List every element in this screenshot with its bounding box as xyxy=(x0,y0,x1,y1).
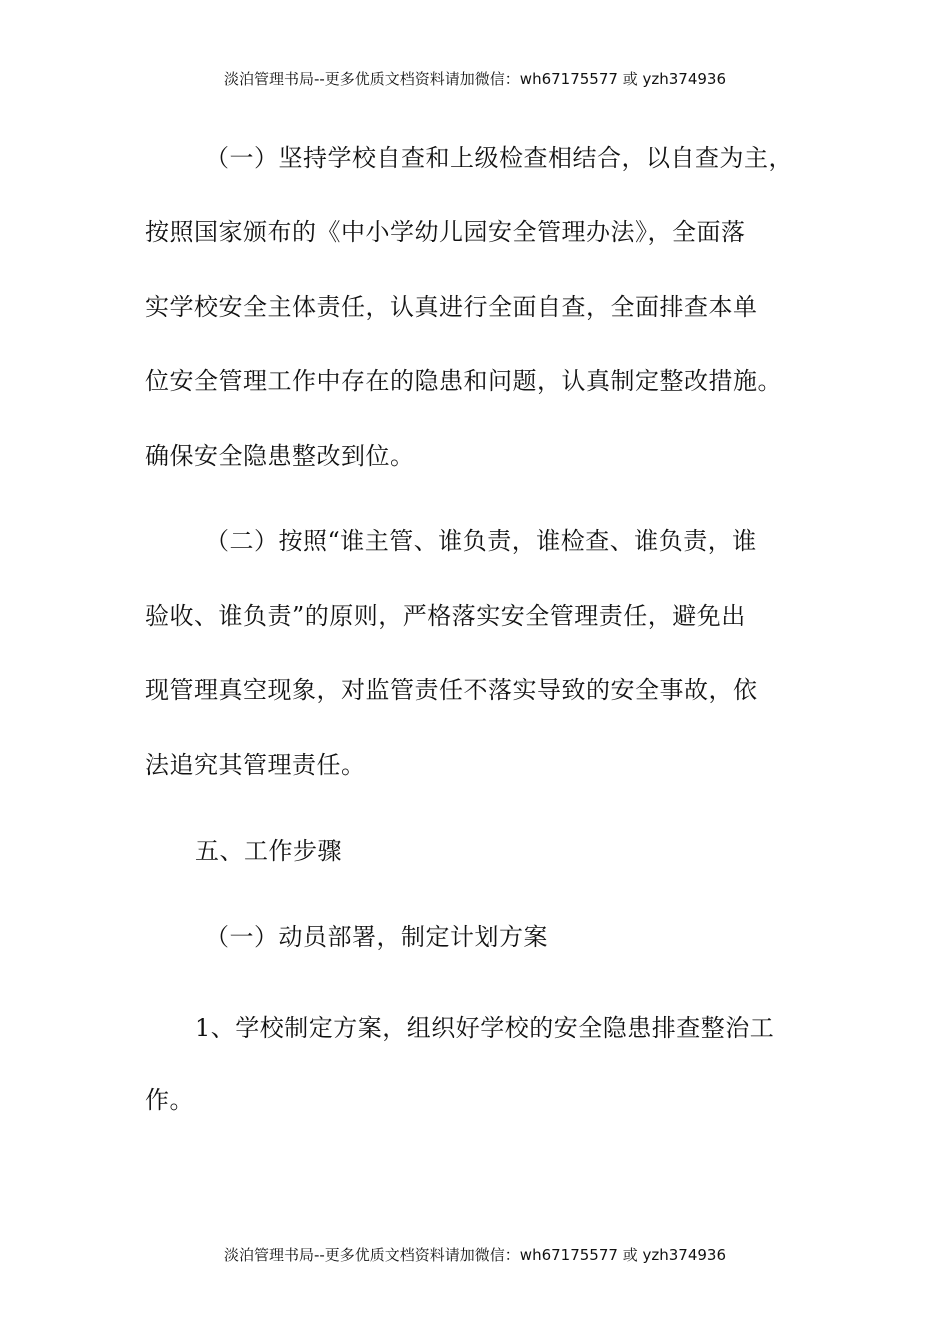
subsection-heading: （一）动员部署，制定计划方案 xyxy=(205,923,548,951)
paragraph-3-line-2: 作。 xyxy=(145,1086,194,1114)
paragraph-1-line-2: 按照国家颁布的《中小学幼儿园安全管理办法》，全面落 xyxy=(145,218,746,246)
paragraph-3-line-1: 1、学校制定方案，组织好学校的安全隐患排查整治工 xyxy=(195,1014,775,1042)
section-heading: 五、工作步骤 xyxy=(195,837,342,865)
paragraph-1-line-4: 位安全管理工作中存在的隐患和问题，认真制定整改措施。 xyxy=(145,367,782,395)
paragraph-1-line-3: 实学校安全主体责任，认真进行全面自查，全面排查本单 xyxy=(145,293,758,321)
paragraph-2-line-4: 法追究其管理责任。 xyxy=(145,751,366,779)
paragraph-2-line-2: 验收、谁负责”的原则，严格落实安全管理责任，避免出 xyxy=(145,602,746,630)
paragraph-1-line-5: 确保安全隐患整改到位。 xyxy=(145,442,415,470)
page-footer: 淡泊管理书局--更多优质文档资料请加微信：wh67175577 或 yzh374936 xyxy=(223,1246,726,1264)
page-header: 淡泊管理书局--更多优质文档资料请加微信：wh67175577 或 yzh374936 xyxy=(223,70,726,88)
paragraph-1-line-1: （一）坚持学校自查和上级检查相结合，以自查为主， xyxy=(205,144,793,172)
paragraph-2-line-3: 现管理真空现象，对监管责任不落实导致的安全事故，依 xyxy=(145,676,758,704)
paragraph-2-line-1: （二）按照“谁主管、谁负责，谁检查、谁负责，谁 xyxy=(205,527,757,555)
